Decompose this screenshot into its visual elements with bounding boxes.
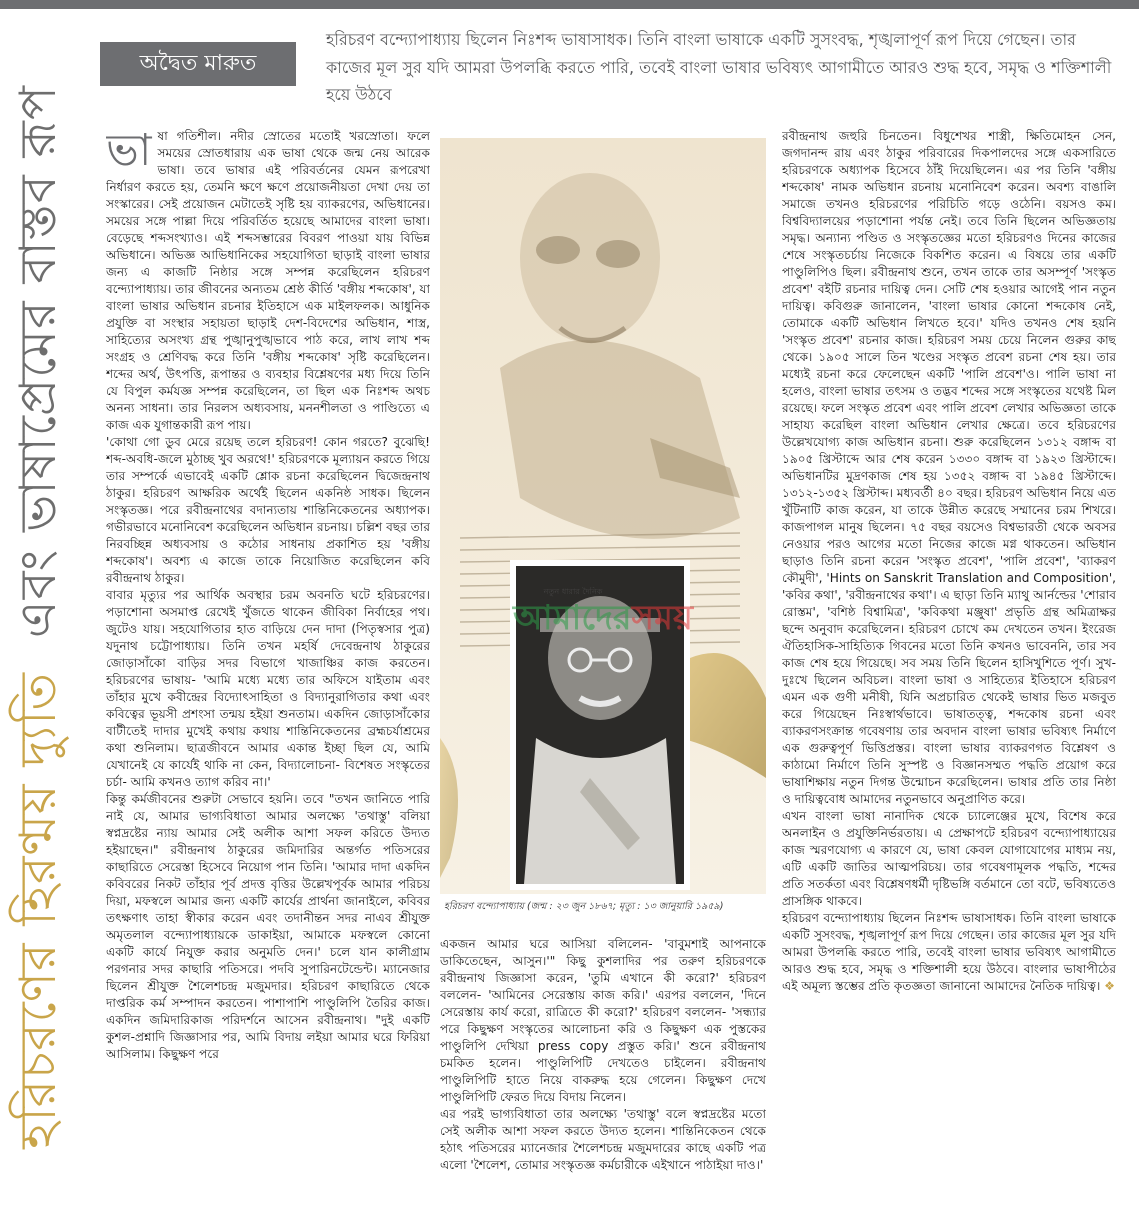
column2-paragraph: এর পরই ভাগ্যবিধাতা তার অলক্ষ্যে 'তথাস্তু' বলে স্বপ্নদ্রষ্টের মতো সেই অলীক আশা সফল করতে উদ্যত হলেন। শান্তিনিকেতন থেকে হঠাৎ পতিসরের ম্যানেজার শৈলেশচন্দ্র মজুমদারের কাছে একটি পত্র এলো 'শৈলেশ, তোমার সংস্কৃতজ্ঞ কর্মচারীকে এইখানে পাঠাইয়া দাও।' xyxy=(440,1107,766,1172)
end-mark-icon: ❖ xyxy=(1104,979,1115,993)
column3-paragraph: রবীন্দ্রনাথ জহুরি চিনতেন। বিধুশেখর শাস্ত্রী, ক্ষিতিমোহন সেন, জগদানন্দ রায় এবং ঠাকুর পরিবারের দিকপালদের সঙ্গে একসারিতে হরিচরণকে অধ্যাপক হিসেবে ঠাঁই দিয়েছিলেন। এর পর তিনি 'বঙ্গীয় শব্দকোষ' নামক অভিধান রচনায় মনোনিবেশ করেন। অবশ্য বাঙালি সমাজে তখনও হরিচরণের পরিচিতি গড়ে ওঠেনি। বয়সও কম। বিশ্ববিদ্যালয়ের পড়াশোনা পর্যন্ত নেই। তবে তিনি ছিলেন অভিজ্ঞতায় সমৃদ্ধ। অন্যান্য পণ্ডিত ও সংস্কৃতজ্ঞের মতো হরিচরণও দিনের কাজের শেষে সংস্কৃতচর্চায় নিজেকে বিকশিত করেন। এ বিষয়ে তার একটি পাণ্ডুলিপিও ছিল। রবীন্দ্রনাথ শুনে, তখন তাকে তার অসম্পূর্ণ 'সংস্কৃত প্রবেশ' বইটি রচনার দায়িত্ব দেন। সেটি শেষ হওয়ার আগেই পান নতুন দায়িত্ব। কবিগুরু জানালেন, 'বাংলা ভাষার কোনো শব্দকোষ নেই, তোমাকে একটি অভিধান লিখতে হবে।' যদিও তখনও শেষ হয়নি 'সংস্কৃত প্রবেশ' রচনার কাজ। হরিচরণ সময় চেয়ে নিলেন গুরুর কাছ থেকে। ১৯০৫ সালে তিন খণ্ডের সংস্কৃত প্রবেশ রচনা শেষ হয়। তার মধ্যেই রচনা করে ফেলেছেন একটি 'পালি প্রবেশ'ও। পালি ভাষা না হলেও, বাংলা ভাষার তৎসম ও তদ্ভব শব্দের সঙ্গে সংস্কৃতের যথেষ্ট মিল রয়েছে। ফলে সংস্কৃত প্রবেশ এবং পালি প্রবেশ লেখার অভিজ্ঞতা তাকে সাহায্য করেছিল বাংলা অভিধান লেখার ক্ষেত্রে। তবে হরিচরণের উল্লেখযোগ্য কাজ অভিধান রচনা। শুরু করেছিলেন ১৩১২ বঙ্গাব্দ বা ১৯০৫ খ্রিস্টাব্দে আর শেষ করেন ১৩৩০ বঙ্গাব্দ বা ১৯২৩ খ্রিস্টাব্দে। অভিধানটির মুদ্রণকাজ শেষ হয় ১৩৫২ বঙ্গাব্দ বা ১৯৪৫ খ্রিস্টাব্দে। ১৩১২-১৩৫২ খ্রিস্টাব্দ। মধ্যবর্তী ৪০ বছর। হরিচরণ অভিধান নিয়ে এত খুঁটিনাটি কাজ করেন, যা তাকে উন্নীত করেছে সম্মানের চরম শিখরে। কাজপাগল মানুষ ছিলেন। ৭৫ বছর বয়সেও বিশ্বভারতী থেকে অবসর নেওয়ার পরও আগের মতো নিজের কাজে মগ্ন থাকতেন। অভিধান ছাড়াও তিনি রচনা করেন 'সংস্কৃত প্রবেশ', 'পালি প্রবেশ', 'ব্যাকরণ কৌমুদী', 'Hints on Sanskrit Translation and Composition', 'কবির কথা', 'রবীন্দ্রনাথের কথা'। এ ছাড়া তিনি ম্যাথু আর্নল্ডের 'শোরাব রোস্তম', 'বশিষ্ঠ বিশ্বামিত্র', 'কবিকথা মঞ্জুষা' প্রভৃতি গ্রন্থ অমিত্রাক্ষর ছন্দে অনুবাদ করেছিলেন। হরিচরণ চোখে কম দেখতেন তখন। ইংরেজ ঐতিহাসিক-সাহিত্যিক গিবনের মতো তিনি কখনও ভাবেননি, তার সব কাজ শেষ হয়ে গিয়েছে। সব সময় তিনি ছিলেন হাসিখুশিতে পূর্ণ। সুখ-দুঃখে ছিলেন অবিচল। বাংলা ভাষা ও সাহিত্যের ইতিহাসে হরিচরণ এমন এক গুণী মনীষী, যিনি অপ্রচারিত থেকেই ভাষার ভিত মজবুত করে গিয়েছেন নিঃস্বার্থভাবে। ভাষাতত্ত্ব, শব্দকোষ রচনা এবং ব্যাকরণসংক্রান্ত গবেষণায় তার অবদান বাংলা ভাষার ভবিষ্যৎ নির্মাণে এক গুরুত্বপূর্ণ ভিত্তিপ্রস্তর। বাংলা ভাষার ব্যাকরণগত বিশ্লেষণ ও কাঠামো নির্মাণে তিনি সুস্পষ্ট ও বিজ্ঞানসম্মত পদ্ধতি প্রয়োগ করে ভাষাশিক্ষায় নতুন দিগন্ত উন্মোচন করেছিলেন। ভাষার প্রতি তার নিষ্ঠা ও দায়িত্ববোধ আমাদের নতুনভাবে অনুপ্রাণিত করে। xyxy=(782,129,1116,806)
top-rule xyxy=(0,0,1139,9)
photo-caption: হরিচরণ বন্দ্যোপাধ্যায় (জন্ম : ২৩ জুন ১৮৬৭; মৃত্যু : ১৩ জানুয়ারি ১৯৫৯) xyxy=(444,901,724,912)
intro-deck: হরিচরণ বন্দ্যোপাধ্যায় ছিলেন নিঃশব্দ ভাষাসাধক। তিনি বাংলা ভাষাকে একটি সুসংবদ্ধ, শৃঙ্খলাপূর্ণ রূপ দিয়ে গেছেন। তার কাজের মূল সুর যদি আমরা উপলব্ধি করতে পারি, তবেই বাংলা ভাষার ভবিষ্যৎ আগামীতে আরও শুদ্ধ হবে, সমৃদ্ধ ও শক্তিশালী হয়ে উঠবে xyxy=(326,30,1112,104)
watermark-name-2: সময় xyxy=(631,598,693,638)
column3-paragraph xyxy=(782,910,1116,995)
column3-paragraph: এখন বাংলা ভাষা নানাদিক থেকে চ্যালেঞ্জের মুখে, বিশেষ করে অনলাইন ও প্রযুক্তিনির্ভরতায়। এ প্রেক্ষাপটে হরিচরণ বন্দ্যোপাধ্যায়ের কাজ স্মরণযোগ্য এ কারণে যে, ভাষা কেবল যোগাযোগের মাধ্যম নয়, এটি একটি জাতির আত্মপরিচয়। তার গবেষণামূলক পদ্ধতি, শব্দের প্রতি সতর্কতা এবং বিশ্লেষণধর্মী দৃষ্টিভঙ্গি বর্তমানে তো বটে, ভবিষ্যতেও প্রাসঙ্গিক থাকবে। xyxy=(782,809,1116,908)
column1-paragraph: কিন্তু কর্মজীবনের শুরুটা সেভাবে হয়নি। তবে "তখন জানিতে পারি নাই যে, আমার ভাগ্যবিধাতা আমার অলক্ষ্যে 'তথাস্তু' বলিয়া স্বপ্নদ্রষ্টের ন্যায় আমার সেই অলীক আশা সফল করিতে উদ্যত হইয়াছেন।" রবীন্দ্রনাথ ঠাকুরের জমিদারির অন্তর্গত পতিসরের কাছারিতে সেরেস্তা হিসেবে নিয়োগ পান তিনি। 'আমার দাদা একদিন কবিবরের নিকট তাঁহার পূর্ব প্রদত্ত বৃত্তির উল্লেখপূর্বক আমার পরিচয় দিয়া, মফস্বলে আমার জন্য একটি কার্যের প্রার্থনা জানাইলে, কবিবর তৎক্ষণাৎ তাহা স্বীকার করেন এবং তদানীন্তন সদর নাএব শ্রীযুক্ত অমৃতলাল বন্দ্যোপাধ্যায়কে ডাকাইয়া, আমাকে মফস্বলে কোনো একটি কার্যে নিযুক্ত করার অনুমতি দেন।' চলে যান কালীগ্রাম পরগনার সদর কাছারি পতিসরে। পদবি সুপারিনটেন্ডেন্ট। ম্যানেজার ছিলেন শ্রীযুক্ত শৈলেশচন্দ্র মজুমদার। হরিচরণ কাছারিতে থেকে দাপ্তরিক কর্ম সম্পাদন করতেন। পাশাপাশি পাণ্ডুলিপি তৈরির কাজ। একদিন জমিদারিকাজ পরিদর্শনে আসেন রবীন্দ্রনাথ। "দুই একটি কুশল-প্রশ্নাদি জিজ্ঞাসার পর, আমি বিদায় লইয়া আমার ঘরে ফিরিয়া আসিলাম। কিছুক্ষণ পরে xyxy=(106,792,430,1061)
column-1 xyxy=(106,128,430,1222)
column-2 xyxy=(440,936,766,1222)
column2-paragraph: একজন আমার ঘরে আসিয়া বলিলেন- 'বাবুমশাই আপনাকে ডাকিতেছেন, আসুন।'" কিছু কুশলাদির পর তরুণ হরিচরণকে রবীন্দ্রনাথ জিজ্ঞাসা করেন, 'তুমি এখানে কী করো?' হরিচরণ বললেন- 'আমিনের সেরেস্তায় কাজ করি।' এরপর বললেন, 'দিনে সেরেস্তায় কার্য করো, রাত্রিতে কী করো?' হরিচরণ বললেন- 'সন্ধ্যার পরে কিছুক্ষণ সংস্কৃতের আলোচনা করি ও কিছুক্ষণ এক পুস্তকের পাণ্ডুলিপি দেখিয়া press copy প্রস্তুত করি।' শুনে রবীন্দ্রনাথ চমকিত হলেন। পাণ্ডুলিপিটি দেখতেও চাইলেন। রবীন্দ্রনাথ পাণ্ডুলিপিটি হাতে নিয়ে বাকরুদ্ধ হয়ে গেলেন। কিছুক্ষণ দেখে পাণ্ডুলিপিটি ফেরত দিয়ে বিদায় নিলেন। xyxy=(440,937,766,1104)
headline-part-1: হরিচরণের হিরণ্ময় দ্যুতি xyxy=(8,672,67,1149)
portrait-artwork xyxy=(440,138,766,894)
column-3 xyxy=(782,128,1116,1222)
author-byline: অদ্বৈত মারুত xyxy=(100,42,296,86)
watermark xyxy=(440,586,766,637)
watermark-logo xyxy=(440,599,766,637)
watermark-name-1: আমাদের xyxy=(513,598,632,638)
watermark-small: নতুন ধারার দৈনিক xyxy=(543,587,603,596)
closing-text: হরিচরণ বন্দ্যোপাধ্যায় ছিলেন নিঃশব্দ ভাষাসাধক। তিনি বাংলা ভাষাকে একটি সুসংবদ্ধ, শৃঙ্খলাপূর্ণ রূপ দিয়ে গেছেন। তার কাজের মূল সুর যদি আমরা উপলব্ধি করতে পারি, তবেই বাংলা ভাষার ভবিষ্যৎ আগামীতে আরও শুদ্ধ হবে, সমৃদ্ধ ও শক্তিশালী হয়ে উঠবে। বাংলার ভাষাপীঠের এই অমূল্য স্তম্ভের প্রতি কৃতজ্ঞতা জানানো আমাদের নৈতিক দায়িত্ব। xyxy=(782,911,1116,993)
column1-paragraph: বাবার মৃত্যুর পর আর্থিক অবস্থার চরম অবনতি ঘটে হরিচরণের। পড়াশোনা অসমাপ্ত রেখেই খুঁজতে থাকেন জীবিকা নির্বাহের পথ। জুটেও যায়। সহযোগিতার হাত বাড়িয়ে দেন দাদা (পিতৃস্বসার পুত্র) যদুনাথ চট্টোপাধ্যায়। তিনি তখন মহর্ষি দেবেন্দ্রনাথ ঠাকুরের জোড়াসাঁকো বাড়ির সদর বিভাগে খাজাঞ্চির কাজ করতেন। হরিচরণের ভাষায়- 'আমি মধ্যে মধ্যে তার অফিসে যাইতাম এবং তাঁহার মুখে কবীন্দ্রের বিদ্যোৎসাহিতা ও বিদ্যানুরাগিতার কথা এবং কবিত্বের ভূয়সী প্রশংসা তন্ময় হইয়া শুনতাম। একদিন জোড়াসাঁকোর বাটীতেই দাদার মুখেই কথায় কথায় শান্তিনিকেতনের ব্রহ্মচর্যাশ্রমের কথা শুনিলাম। ছাত্রজীবনে আমার একান্ত ইচ্ছা ছিল যে, আমি যেখানেই যে কার্যেই থাকি না কেন, বিদ্যালোচনা- বিশেষত সংস্কৃতের চর্চা- আমি কখনও ত্যাগ করিব না।' xyxy=(106,588,430,789)
headline-part-2: এবং ভাষাপ্রেমের বাস্তব রূপ xyxy=(8,85,67,639)
vertical-headline xyxy=(0,14,84,1220)
column1-paragraph: ষা গতিশীল। নদীর স্রোতের মতোই খরস্রোতা। ফলে সময়ের স্রোতধারায় এক ভাষা থেকে জন্ম নেয় আরেক ভাষা। তবে ভাষার এই পরিবর্তনের যেমন রূপরেখা নির্ধারণ করতে হয়, তেমনি ক্ষণে ক্ষণে প্রয়োজনীয়তা দেখা দেয় তা সংস্কারের। সেই প্রয়োজন মেটাতেই সৃষ্টি হয় ব্যাকরণের, অভিধানের। সময়ের সঙ্গে পাল্লা দিয়ে পরিবর্তিত হয়েছে আমাদের বাংলা ভাষা। বেড়েছে শব্দসংখ্যাও। এই শব্দসম্ভারের বিবরণ পাওয়া যায় বিভিন্ন অভিধানে। অভিজ্ঞ আভিধানিকের সহযোগিতা ছাড়াই বাংলা ভাষার জন্য এ কাজটি নিষ্ঠার সঙ্গে সম্পন্ন করেছিলেন হরিচরণ বন্দ্যোপাধ্যায়। তার জীবনের অন্যতম শ্রেষ্ঠ কীর্তি 'বঙ্গীয় শব্দকোষ', যা বাংলা ভাষার অভিধান রচনার ইতিহাসে এক মাইলফলক। আধুনিক প্রযুক্তি বা সংস্থার সহায়তা ছাড়াই দেশ-বিদেশের অভিধান, শাস্ত্র, সাহিত্যের অসংখ্য গ্রন্থ পুঙ্খানুপুঙ্খভাবে পাঠ করে, লাখ লাখ শব্দ সংগ্রহ ও শ্রেণিবদ্ধ করে তিনি 'বঙ্গীয় শব্দকোষ' সৃষ্টি করেছিলেন। শব্দের অর্থ, উৎপত্তি, রূপান্তর ও ব্যবহার বিশ্লেষণের মধ্য দিয়ে তিনি যে বিপুল কর্মযজ্ঞ সম্পন্ন করেছিলেন, তা ছিল এক নিঃশব্দ অথচ অনন্য সাধনা। তার নিরলস অধ্যবসায়, মননশীলতা ও পাণ্ডিত্যে এ কাজ এক যুগান্তকারী রূপ পায়। xyxy=(106,129,430,432)
column1-paragraph: 'কোথা গো ডুব মেরে রয়েছ তলে হরিচরণ! কোন গরতে? বুঝেছি! শব্দ-অবধি-জলে মুঠাচ্ছ খুব অরথে!' হরিচরণকে মূল্যায়ন করতে গিয়ে তার সম্পর্কে এভাবেই একটি শ্লোক রচনা করেছিলেন দ্বিজেন্দ্রনাথ ঠাকুর। হরিচরণ আক্ষরিক অর্থেই ছিলেন একনিষ্ঠ সাধক। ছিলেন সংস্কৃতজ্ঞ। পরে রবীন্দ্রনাথের বদান্যতায় শান্তিনিকেতনের অধ্যাপক। গভীরভাবে মনোনিবেশ করেছিলেন অভিধান রচনায়। চল্লিশ বছর তার নিরবচ্ছিন্ন অধ্যবসায় ও কঠোর সাধনায় প্রকাশিত হয় 'বঙ্গীয় শব্দকোষ'। অবশ্য এ কাজে তাকে নিয়োজিত করেছিলেন কবি রবীন্দ্রনাথ ঠাকুর। xyxy=(106,435,430,585)
drop-cap: ভা xyxy=(106,128,152,176)
portrait-illustration xyxy=(440,138,766,894)
